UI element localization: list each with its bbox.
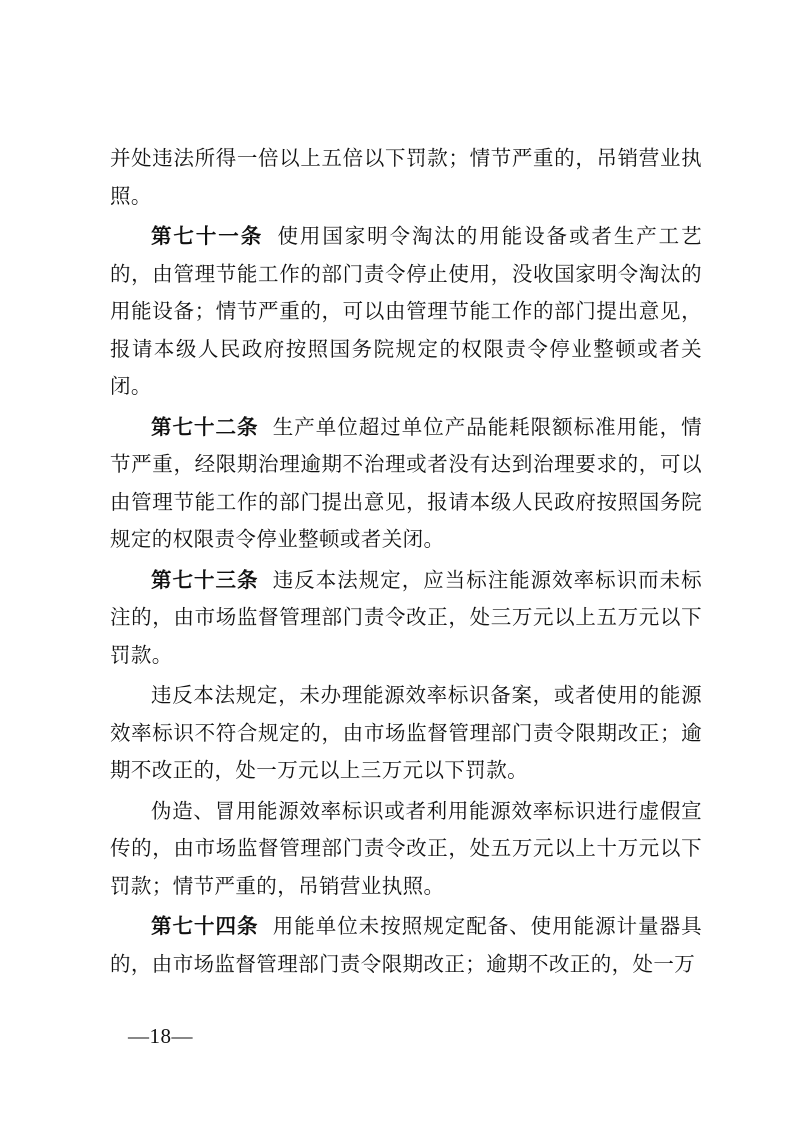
article-73-paragraph-2 (110, 677, 702, 790)
document-body (110, 140, 702, 986)
paragraph-text: 使用国家明令淘汰的用能设备或者生产工艺的，由管理节能工作的部门责令停止使用，没收国家明令淘汰的用能设备；情节严重的，可以由管理节能工作的部门提出意见，报请本级人民政府按照国务院规定的权限责令停业整顿或者关闭。 (110, 224, 702, 398)
paragraph-text: 用能单位未按照规定配备、使用能源计量器具的，由市场监督管理部门责令限期改正；逾期不改正的，处一万 (110, 914, 703, 976)
article-73 (110, 562, 702, 675)
article-number: 第七十三条 (151, 567, 259, 592)
article-74 (110, 908, 702, 983)
page-number: —18— (128, 1024, 193, 1048)
article-number: 第七十一条 (151, 224, 264, 248)
paragraph-text: 伪造、冒用能源效率标识或者利用能源效率标识进行虚假宣传的，由市场监督管理部门责令改正，处五万元以上十万元以下罚款；情节严重的，吊销营业执照。 (110, 798, 702, 898)
paragraph-text: 并处违法所得一倍以上五倍以下罚款；情节严重的，吊销营业执照。 (110, 146, 702, 208)
article-73-paragraph-3 (110, 793, 702, 906)
article-72 (110, 409, 702, 559)
article-number: 第七十二条 (151, 414, 259, 439)
paragraph-text: 违反本法规定，未办理能源效率标识备案，或者使用的能源效率标识不符合规定的，由市场监督管理部门责令限期改正；逾期不改正的，处一万元以上三万元以下罚款。 (110, 683, 702, 782)
paragraph-text: 违反本法规定，应当标注能源效率标识而未标注的，由市场监督管理部门责令改正，处三万元以上五万元以下罚款。 (110, 567, 703, 667)
paragraph-text: 生产单位超过单位产品能耗限额标准用能，情节严重，经限期治理逾期不治理或者没有达到治理要求的，可以由管理节能工作的部门提出意见，报请本级人民政府按照国务院规定的权限责令停业整顿或者关闭。 (110, 414, 703, 551)
article-71 (110, 218, 702, 406)
article-number: 第七十四条 (151, 914, 259, 938)
paragraph-continuation (110, 140, 702, 215)
